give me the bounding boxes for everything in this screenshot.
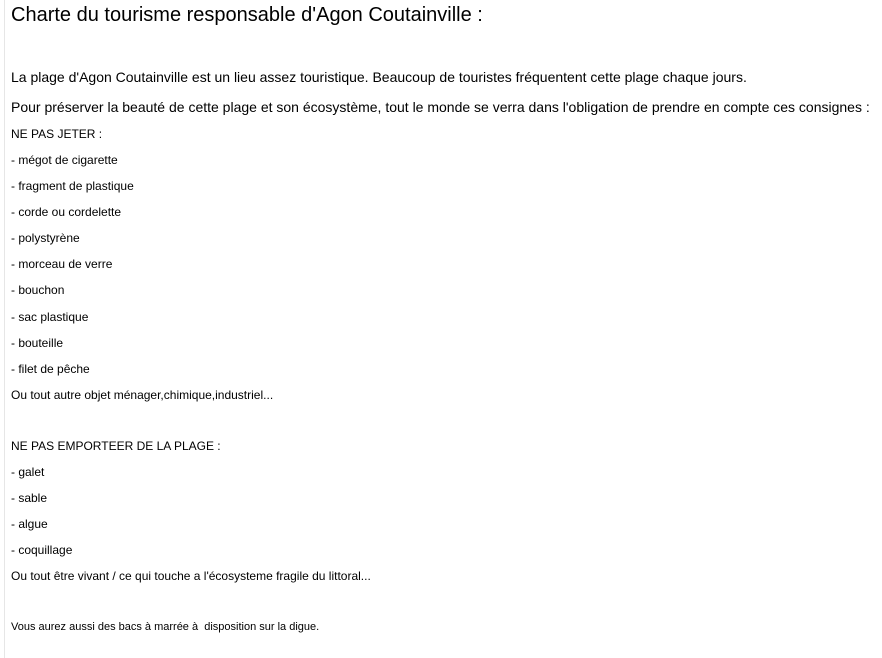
- list-item: - fragment de plastique: [11, 179, 134, 193]
- intro-paragraph-2: Pour préserver la beauté de cette plage et son écosystème, tout le monde se verra dans l'obligation de prendre en compte ces consignes :: [11, 99, 870, 115]
- list-item: - coquillage: [11, 543, 73, 557]
- section-emporter-footer: Ou tout être vivant / ce qui touche a l'écosysteme fragile du littoral...: [11, 569, 371, 583]
- page-left-border: [4, 0, 5, 658]
- list-item: - corde ou cordelette: [11, 205, 122, 219]
- page-title: Charte du tourisme responsable d'Agon Coutainville :: [11, 4, 483, 26]
- list-item: - sac plastique: [11, 310, 89, 324]
- section-jeter-heading: NE PAS JETER :: [11, 127, 103, 141]
- list-item: - polystyrène: [11, 231, 80, 245]
- list-item: - sable: [11, 491, 48, 505]
- list-item: - mégot de cigarette: [11, 153, 118, 167]
- intro-paragraph-1: La plage d'Agon Coutainville est un lieu assez touristique. Beaucoup de touristes fréquentent cette plage chaque jours.: [11, 69, 747, 85]
- section-jeter-footer: Ou tout autre objet ménager,chimique,industriel...: [11, 388, 274, 402]
- list-item: - galet: [11, 465, 45, 479]
- section-emporter-heading: NE PAS EMPORTEER DE LA PLAGE :: [11, 439, 221, 453]
- list-item: - bouchon: [11, 283, 65, 297]
- list-item: - morceau de verre: [11, 257, 113, 271]
- list-item: - algue: [11, 517, 48, 531]
- list-item: - filet de pêche: [11, 362, 90, 376]
- list-item: - bouteille: [11, 336, 64, 350]
- closing-note: Vous aurez aussi des bacs à marrée à disposition sur la digue.: [11, 621, 320, 633]
